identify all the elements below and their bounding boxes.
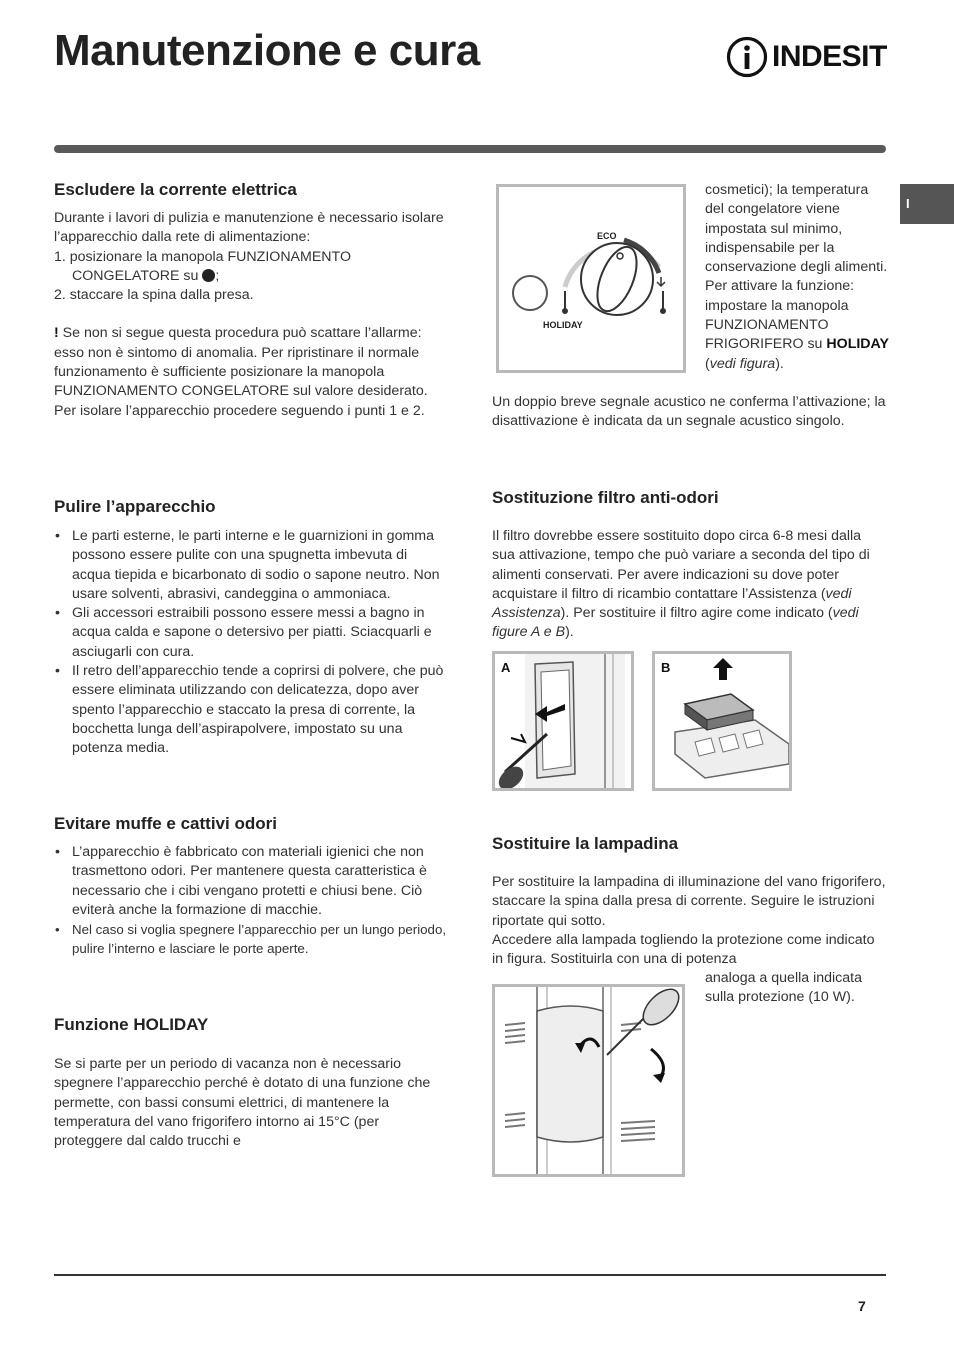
figure-label-a: A	[501, 660, 511, 675]
filter-removal-illustration	[495, 654, 631, 788]
escludere-intro: Durante i lavori di pulizia e manutenzione è necessario isolare l’apparecchio dalla rete di alimentazione:	[54, 210, 444, 246]
warning-mark: !	[54, 325, 59, 342]
holiday-dial-figure	[496, 184, 686, 373]
filled-dot-icon	[202, 269, 215, 282]
holiday-continued-1: cosmetici); la temperatura del congelatore viene impostata sul minimo, indispensabile per la conservazione degli alimenti. Per attivare la funzione: impostare la manopola FUNZIONAMENTO FRIGORIFERO su HOLIDAY (vedi figura).	[705, 181, 891, 374]
lamp-cover-illustration	[495, 987, 682, 1174]
escludere-warning: ! Se non si segue questa procedura può scattare l’allarme: esso non è sintomo di anomalia. Per ripristinare il normale funzionamento è sufficiente posizionare la manopola FUNZIONAMENTO CONGELATORE sul valore desiderato. Per isolare l’apparecchio procedere seguendo i punti 1 e 2.	[54, 325, 428, 419]
escludere-body	[54, 209, 449, 421]
page-title: Manutenzione e cura	[54, 26, 480, 75]
header-divider	[54, 145, 886, 153]
list-item: • Gli accessori estraibili possono essere messi a bagno in acqua calda e sapone o detersivo per piatti. Sciacquarli e asciugarli con cura.	[54, 604, 449, 662]
section-heading-holiday: Funzione HOLIDAY	[54, 1015, 209, 1034]
dial-label-holiday: HOLIDAY	[543, 320, 583, 330]
indesit-logo-icon	[726, 36, 768, 78]
pulire-body	[54, 527, 449, 759]
footer-divider	[54, 1274, 886, 1276]
list-item: • L’apparecchio è fabbricato con materiali igienici che non trasmettono odori. Per mantenere questa caratteristica è necessario che i cibi vengano protetti e chiusi bene. Ciò eviterà anche la formazione di macchie.	[54, 843, 449, 920]
lamp-figure	[492, 984, 685, 1177]
section-heading-filtro: Sostituzione filtro anti-odori	[492, 488, 719, 507]
filter-lift-illustration	[655, 654, 789, 788]
brand-logo	[726, 36, 887, 78]
brand-name: INDESIT	[772, 40, 887, 73]
figure-label-b: B	[661, 660, 671, 675]
filter-figure-a	[492, 651, 634, 791]
lampadina-body: Per sostituire la lampadina di illuminazione del vano frigorifero, staccare la spina dalla presa di corrente. Seguire le istruzioni riportate qui sotto. Accedere alla lampada togliendo la protezione come indicato in figura. Sostituirla con una di potenza	[492, 874, 886, 968]
section-heading-muffe: Evitare muffe e cattivi odori	[54, 814, 277, 833]
filtro-body: Il filtro dovrebbe essere sostituito dopo circa 6-8 mesi dalla sua attivazione, tempo che può variare a seconda del tipo di alimenti conservati. Per avere indicazioni su dove poter acquistare il filtro di ricambio contattare l’Assistenza (vedi Assistenza). Per sostituire il filtro agire come indicato (vedi figure A e B).	[492, 528, 870, 641]
holiday-activation: Per attivare la funzione: impostare la manopola FUNZIONAMENTO FRIGORIFERO su HOLIDAY (vedi figura).	[705, 278, 889, 372]
dial-label-eco: ECO	[597, 231, 617, 241]
list-item: • Le parti esterne, le parti interne e le guarnizioni in gomma possono essere pulite con una spugnetta imbevuta di acqua tiepida e bicarbonato di sodio o sapone neutro. Non usare solventi, abrasivi, candeggina o ammoniaca.	[54, 527, 449, 604]
section-heading-pulire: Pulire l’apparecchio	[54, 497, 216, 516]
holiday-body: Se si parte per un periodo di vacanza non è necessario spegnere l’apparecchio perché è dotato di una funzione che permette, con bassi consumi elettrici, di mantenere la temperatura del vano frigorifero intorno ai 15°C (per proteggere dal caldo trucchi e	[54, 1056, 431, 1150]
holiday-continued-2: Un doppio breve segnale acustico ne conferma l’attivazione; la disattivazione è indicata da un segnale acustico singolo.	[492, 394, 886, 430]
section-heading-lampadina: Sostituire la lampadina	[492, 834, 679, 853]
lampadina-body-continued: analoga a quella indicata sulla protezione (10 W).	[705, 970, 862, 1006]
page-number: 7	[858, 1298, 866, 1314]
language-tab: I	[900, 184, 954, 224]
muffe-body	[54, 843, 449, 959]
list-item: • Il retro dell’apparecchio tende a coprirsi di polvere, che può essere eliminata utilizzando con delicatezza, dopo aver spento l’apparecchio e staccato la presa di corrente, la bocchetta lunga dell’aspirapolvere, impostato su una potenza media.	[54, 662, 449, 758]
escludere-step1: 1. posizionare la manopola FUNZIONAMENTO CONGELATORE su ;	[54, 248, 351, 284]
section-heading-escludere: Escludere la corrente elettrica	[54, 180, 297, 199]
escludere-step2: 2. staccare la spina dalla presa.	[54, 287, 254, 304]
dial-illustration	[499, 187, 683, 370]
filter-figure-b	[652, 651, 792, 791]
list-item: • Nel caso si voglia spegnere l’apparecchio per un lungo periodo, pulire l’interno e lasciare le porte aperte.	[54, 920, 449, 959]
